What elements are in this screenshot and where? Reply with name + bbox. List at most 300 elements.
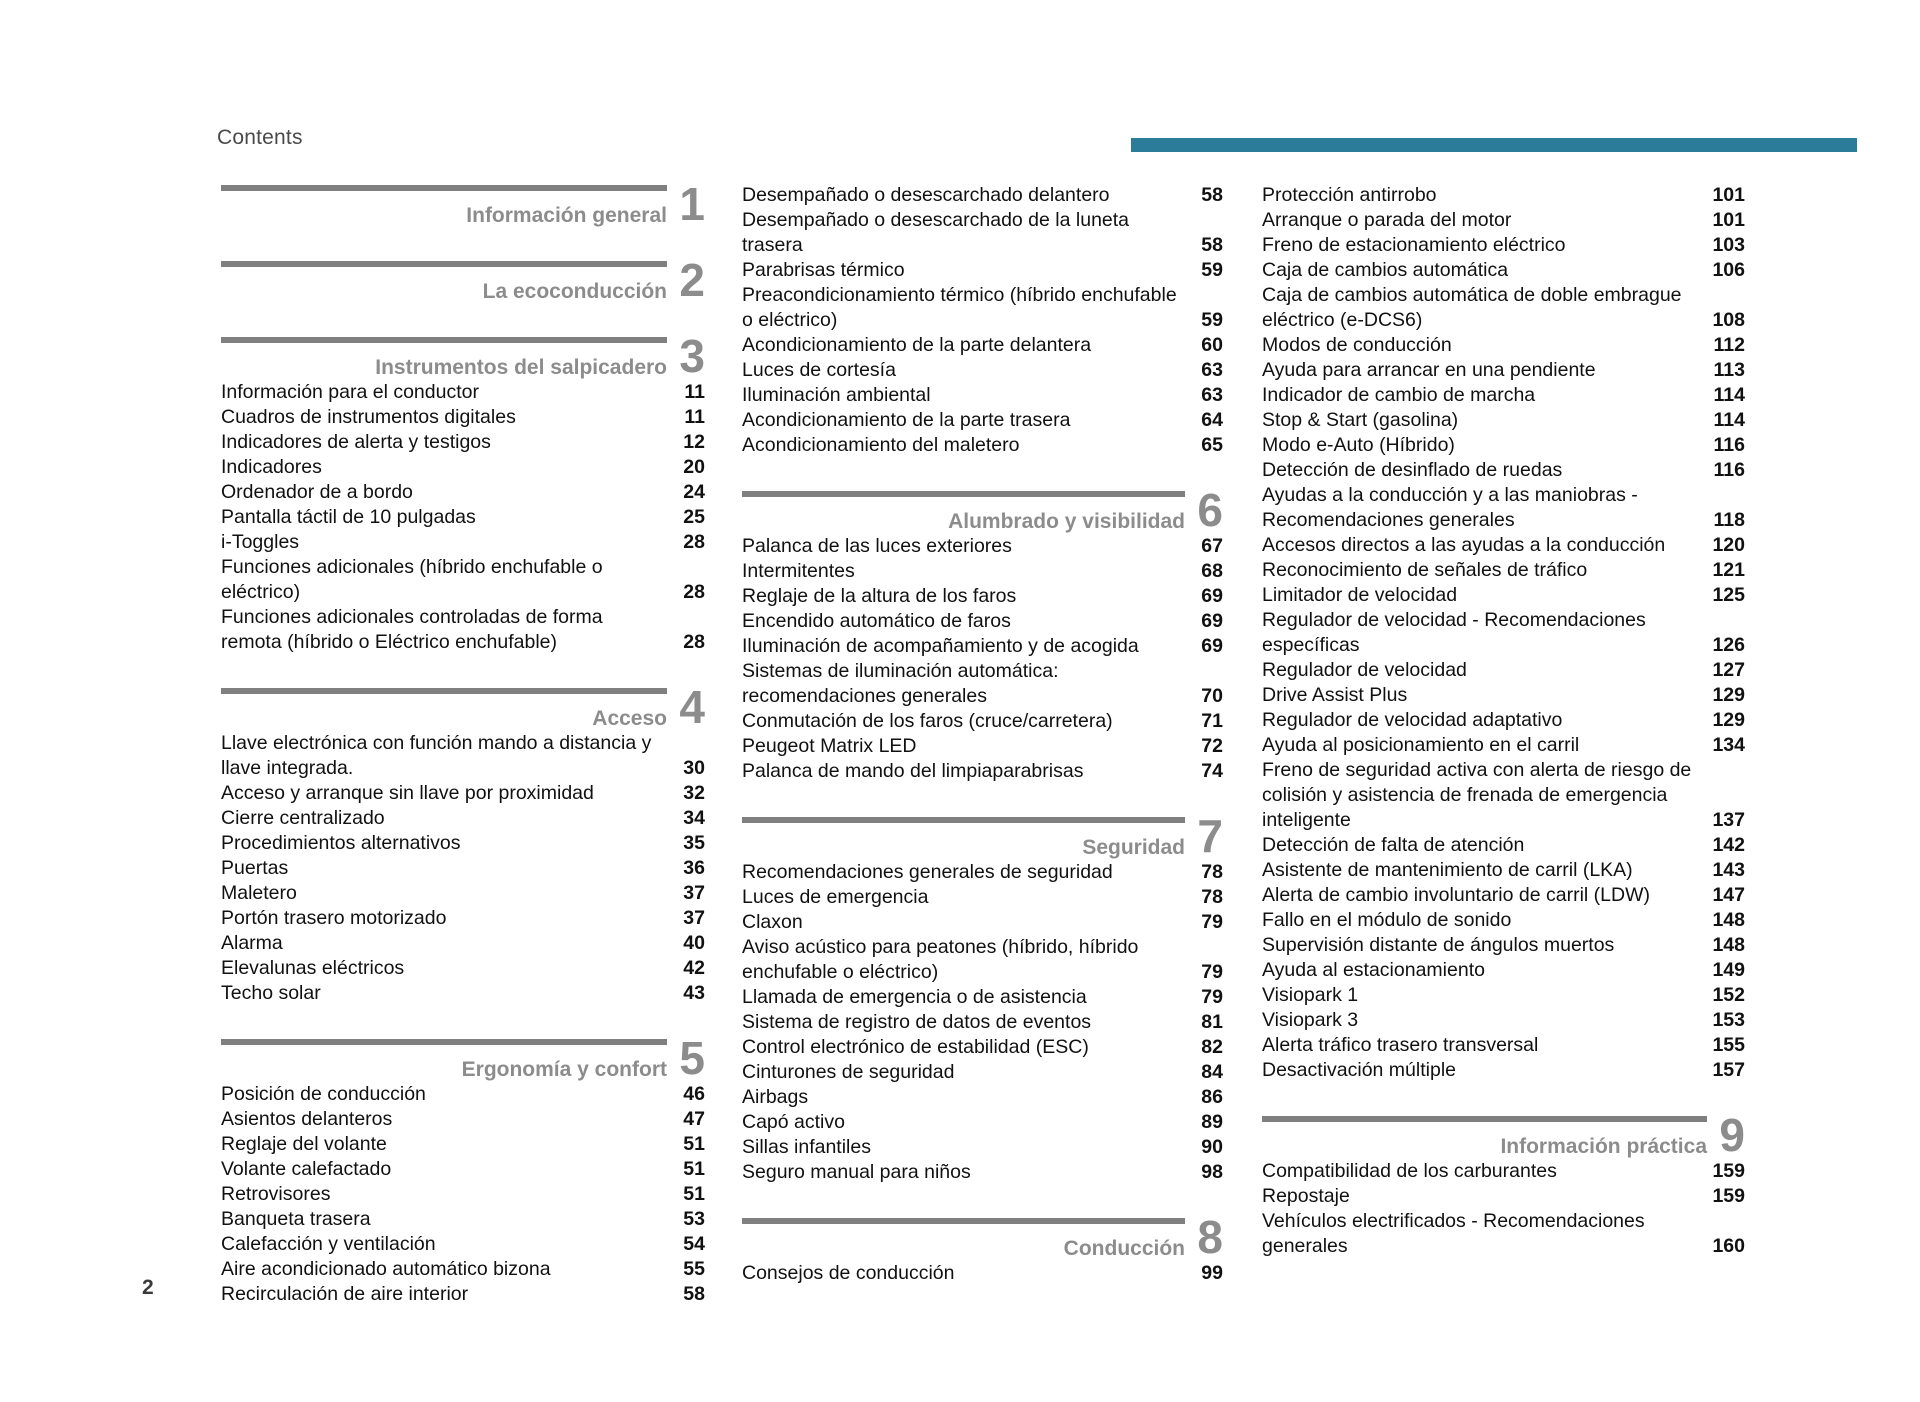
toc-entry-page: 137	[1712, 809, 1745, 831]
header-accent-bar	[1131, 138, 1857, 152]
toc-entry-page: 63	[1201, 359, 1223, 381]
section-divider	[742, 1218, 1185, 1224]
toc-entry[interactable]	[221, 405, 705, 430]
toc-entry-title: Retrovisores	[221, 1183, 331, 1205]
toc-entry[interactable]	[221, 455, 705, 480]
toc-entry-page: 46	[683, 1083, 705, 1105]
section-title: Acceso	[592, 707, 667, 730]
toc-entry-page: 99	[1201, 1262, 1223, 1284]
toc-entry-title: Ayuda al posicionamiento en el carril	[1262, 734, 1580, 756]
page-title: Contents	[217, 126, 303, 149]
toc-entry[interactable]	[742, 383, 1223, 408]
toc-entry[interactable]	[1262, 708, 1745, 733]
toc-entry-title: i-Toggles	[221, 531, 300, 553]
toc-entry-page: 28	[683, 631, 705, 653]
toc-entry-page: 68	[1201, 560, 1223, 582]
toc-entry-page: 127	[1712, 659, 1745, 681]
toc-entry-title: Funciones adicionales controladas de forma remota (híbrido o Eléctrico enchufable)	[221, 606, 603, 653]
toc-entry-title: Desactivación múltiple	[1262, 1059, 1457, 1081]
toc-entry[interactable]	[1262, 458, 1745, 483]
toc-entry[interactable]	[1262, 1159, 1745, 1184]
toc-entry-title: Detección de falta de atención	[1262, 834, 1525, 856]
toc-entry[interactable]	[1262, 983, 1745, 1008]
toc-entry-page: 79	[1201, 911, 1223, 933]
toc-entry-page: 34	[683, 807, 705, 829]
toc-entry-page: 116	[1713, 459, 1745, 481]
section-heading	[221, 254, 705, 306]
toc-entry[interactable]	[742, 1160, 1223, 1185]
toc-entry-page: 72	[1201, 735, 1223, 757]
toc-entry-title: Peugeot Matrix LED	[742, 735, 917, 757]
toc-column-1	[221, 178, 705, 1338]
toc-section	[221, 330, 705, 655]
toc-entry-page: 90	[1201, 1136, 1223, 1158]
toc-entry-page: 28	[683, 581, 705, 603]
toc-entry[interactable]	[1262, 408, 1745, 433]
toc-entry-title: Repostaje	[1262, 1185, 1350, 1207]
section-number: 1	[679, 178, 705, 230]
toc-entry-page: 59	[1201, 309, 1223, 331]
toc-entry-title: Modo e-Auto (Híbrido)	[1262, 434, 1455, 456]
toc-entry[interactable]	[742, 408, 1223, 433]
toc-entry-title: Aire acondicionado automático bizona	[221, 1258, 551, 1280]
toc-entry[interactable]	[1262, 1209, 1745, 1259]
toc-entry-page: 125	[1712, 584, 1745, 606]
toc-entry[interactable]	[1262, 608, 1745, 658]
toc-entry[interactable]	[221, 856, 705, 881]
section-divider	[221, 688, 667, 694]
toc-entry-title: Acondicionamiento del maletero	[742, 434, 1020, 456]
toc-entry-page: 143	[1712, 859, 1745, 881]
section-heading	[742, 484, 1223, 536]
toc-entry[interactable]	[1262, 683, 1745, 708]
section-title: Alumbrado y visibilidad	[948, 510, 1185, 533]
toc-entry-page: 11	[684, 381, 705, 403]
toc-entry-title: Consejos de conducción	[742, 1262, 955, 1284]
toc-entry-page: 78	[1201, 886, 1223, 908]
toc-entry-title: Compatibilidad de los carburantes	[1262, 1160, 1557, 1182]
toc-entry[interactable]	[742, 634, 1223, 659]
toc-entry-page: 59	[1201, 259, 1223, 281]
toc-section	[742, 183, 1223, 458]
toc-entry[interactable]	[1262, 208, 1745, 233]
toc-entry[interactable]	[742, 659, 1223, 709]
toc-entry-page: 74	[1201, 760, 1223, 782]
toc-entry[interactable]	[221, 931, 705, 956]
section-heading	[742, 1211, 1223, 1263]
toc-section	[1262, 1109, 1745, 1259]
toc-entry-title: Alarma	[221, 932, 283, 954]
toc-entry-title: Reglaje de la altura de los faros	[742, 585, 1017, 607]
toc-entry[interactable]	[221, 781, 705, 806]
toc-entry-title: Palanca de mando del limpiaparabrisas	[742, 760, 1084, 782]
toc-entry-title: Cuadros de instrumentos digitales	[221, 406, 516, 428]
toc-entry[interactable]	[742, 860, 1223, 885]
toc-entry-title: Ayuda para arrancar en una pendiente	[1262, 359, 1596, 381]
toc-entry[interactable]	[221, 1207, 705, 1232]
toc-entry-page: 86	[1201, 1086, 1223, 1108]
section-heading	[742, 810, 1223, 862]
section-number: 3	[679, 330, 705, 382]
toc-entry[interactable]	[221, 430, 705, 455]
toc-entry-title: Iluminación de acompañamiento y de acogida	[742, 635, 1139, 657]
toc-entry-page: 36	[683, 857, 705, 879]
toc-entry-title: Vehículos electrificados - Recomendaciones generales	[1262, 1210, 1645, 1257]
toc-entry-page: 159	[1712, 1160, 1745, 1182]
toc-section	[1262, 183, 1745, 1083]
toc-entry-title: Cinturones de seguridad	[742, 1061, 955, 1083]
section-number: 4	[679, 681, 705, 733]
toc-column-2	[742, 183, 1223, 1317]
toc-entry[interactable]	[221, 1182, 705, 1207]
toc-entry-page: 153	[1712, 1009, 1745, 1031]
toc-entry[interactable]	[221, 1107, 705, 1132]
toc-entry[interactable]	[742, 433, 1223, 458]
toc-entry-title: Banqueta trasera	[221, 1208, 371, 1230]
toc-entry-title: Airbags	[742, 1086, 809, 1108]
toc-entry-page: 112	[1713, 334, 1745, 356]
toc-entry-title: Accesos directos a las ayudas a la conducción	[1262, 534, 1666, 556]
section-divider	[221, 261, 667, 267]
toc-entry-title: Información para el conductor	[221, 381, 479, 403]
section-title: Información práctica	[1500, 1135, 1707, 1158]
toc-entry[interactable]	[742, 1135, 1223, 1160]
toc-entry[interactable]	[1262, 583, 1745, 608]
toc-entry-page: 47	[683, 1108, 705, 1130]
toc-entry[interactable]	[1262, 258, 1745, 283]
toc-entry-title: Indicadores de alerta y testigos	[221, 431, 491, 453]
section-number: 6	[1197, 484, 1223, 536]
toc-entry-page: 64	[1201, 409, 1223, 431]
toc-entry[interactable]	[742, 734, 1223, 759]
toc-entry-title: Reconocimiento de señales de tráfico	[1262, 559, 1588, 581]
toc-entry-page: 101	[1712, 184, 1745, 206]
toc-entry-page: 65	[1201, 434, 1223, 456]
toc-entry-page: 37	[683, 907, 705, 929]
toc-entry-title: Sistema de registro de datos de eventos	[742, 1011, 1092, 1033]
toc-entry-page: 51	[683, 1183, 705, 1205]
toc-entry-page: 82	[1201, 1036, 1223, 1058]
toc-entry[interactable]	[742, 333, 1223, 358]
section-divider	[221, 185, 667, 191]
toc-entry[interactable]	[221, 555, 705, 605]
toc-entry-page: 79	[1201, 961, 1223, 983]
toc-entry[interactable]	[221, 1282, 705, 1307]
toc-entry-page: 114	[1713, 384, 1745, 406]
toc-entry-title: Desempañado o desescarchado de la luneta trasera	[742, 209, 1130, 256]
toc-entry[interactable]	[221, 1257, 705, 1282]
section-heading	[221, 1032, 705, 1084]
toc-entry-title: Sillas infantiles	[742, 1136, 871, 1158]
toc-entry[interactable]	[742, 283, 1223, 333]
toc-entry[interactable]	[1262, 1033, 1745, 1058]
toc-entry[interactable]	[221, 731, 705, 781]
toc-entry-page: 101	[1712, 209, 1745, 231]
toc-entry[interactable]	[1262, 883, 1745, 908]
toc-entry-page: 71	[1201, 710, 1223, 732]
toc-entry[interactable]	[742, 1110, 1223, 1135]
section-divider	[221, 337, 667, 343]
toc-entry-title: Control electrónico de estabilidad (ESC)	[742, 1036, 1089, 1058]
toc-entry-page: 58	[1201, 234, 1223, 256]
toc-entry[interactable]	[742, 258, 1223, 283]
toc-entry[interactable]	[1262, 433, 1745, 458]
toc-entry-title: Portón trasero motorizado	[221, 907, 447, 929]
toc-section	[742, 484, 1223, 784]
toc-entry[interactable]	[1262, 758, 1745, 833]
toc-entry-title: Seguro manual para niños	[742, 1161, 971, 1183]
toc-entry[interactable]	[221, 956, 705, 981]
toc-entry[interactable]	[221, 881, 705, 906]
toc-entry[interactable]	[742, 1261, 1223, 1286]
toc-entry-page: 103	[1712, 234, 1745, 256]
section-number: 2	[679, 254, 705, 306]
toc-entry-page: 149	[1712, 959, 1745, 981]
toc-entry-page: 12	[683, 431, 705, 453]
toc-entry-title: Alerta de cambio involuntario de carril (LDW)	[1262, 884, 1650, 906]
toc-entry[interactable]	[221, 806, 705, 831]
toc-entry-title: Conmutación de los faros (cruce/carretera)	[742, 710, 1113, 732]
toc-entry-title: Llave electrónica con función mando a distancia y llave integrada.	[221, 732, 652, 779]
toc-entry[interactable]	[1262, 958, 1745, 983]
toc-entry-page: 60	[1201, 334, 1223, 356]
toc-entry[interactable]	[1262, 283, 1745, 333]
toc-entry[interactable]	[1262, 933, 1745, 958]
toc-entry-title: Protección antirrobo	[1262, 184, 1437, 206]
toc-entry-page: 69	[1201, 585, 1223, 607]
toc-entry-title: Indicador de cambio de marcha	[1262, 384, 1536, 406]
toc-entry-title: Procedimientos alternativos	[221, 832, 461, 854]
toc-entry-page: 147	[1712, 884, 1745, 906]
toc-entry[interactable]	[742, 759, 1223, 784]
toc-entry-title: Preacondicionamiento térmico (híbrido enchufable o eléctrico)	[742, 284, 1177, 331]
toc-entry[interactable]	[1262, 533, 1745, 558]
toc-entry[interactable]	[1262, 233, 1745, 258]
toc-entry-title: Calefacción y ventilación	[221, 1233, 436, 1255]
toc-entry-page: 159	[1712, 1185, 1745, 1207]
toc-entry-page: 78	[1201, 861, 1223, 883]
toc-entry-title: Aviso acústico para peatones (híbrido, híbrido enchufable o eléctrico)	[742, 936, 1139, 983]
toc-entry-title: Intermitentes	[742, 560, 855, 582]
toc-entry-page: 54	[683, 1233, 705, 1255]
toc-entry-title: Freno de seguridad activa con alerta de riesgo de colisión y asistencia de frenada de emergencia inteligente	[1262, 759, 1692, 831]
toc-entry-title: Modos de conducción	[1262, 334, 1452, 356]
toc-entry-page: 63	[1201, 384, 1223, 406]
toc-entry-title: Acondicionamiento de la parte trasera	[742, 409, 1071, 431]
toc-entry-title: Puertas	[221, 857, 289, 879]
toc-entry[interactable]	[1262, 733, 1745, 758]
toc-entry[interactable]	[221, 530, 705, 555]
toc-entry-title: Asientos delanteros	[221, 1108, 393, 1130]
toc-entry[interactable]	[742, 935, 1223, 985]
toc-entry-page: 129	[1712, 709, 1745, 731]
toc-entry[interactable]	[221, 831, 705, 856]
toc-entry-title: Posición de conducción	[221, 1083, 426, 1105]
toc-entry-page: 116	[1713, 434, 1745, 456]
toc-section	[221, 178, 705, 230]
toc-entry-title: Freno de estacionamiento eléctrico	[1262, 234, 1566, 256]
toc-entry[interactable]	[742, 1060, 1223, 1085]
section-title: Instrumentos del salpicadero	[375, 356, 667, 379]
toc-entry[interactable]	[742, 609, 1223, 634]
toc-entry-page: 121	[1712, 559, 1745, 581]
toc-entry-page: 69	[1201, 635, 1223, 657]
toc-entry-page: 58	[1201, 184, 1223, 206]
toc-entry[interactable]	[742, 183, 1223, 208]
toc-entry[interactable]	[1262, 183, 1745, 208]
section-heading	[1262, 1109, 1745, 1161]
toc-entry-title: Acondicionamiento de la parte delantera	[742, 334, 1092, 356]
toc-section	[221, 254, 705, 306]
toc-entry[interactable]	[742, 208, 1223, 258]
toc-entry-page: 28	[683, 531, 705, 553]
toc-entry-page: 42	[683, 957, 705, 979]
toc-entry-title: Supervisión distante de ángulos muertos	[1262, 934, 1615, 956]
toc-entry-title: Arranque o parada del motor	[1262, 209, 1512, 231]
toc-entry[interactable]	[221, 1232, 705, 1257]
toc-entry-page: 155	[1712, 1034, 1745, 1056]
toc-entry-title: Alerta tráfico trasero transversal	[1262, 1034, 1539, 1056]
section-title: Conducción	[1063, 1237, 1185, 1260]
toc-entry[interactable]	[742, 1010, 1223, 1035]
toc-entry[interactable]	[1262, 858, 1745, 883]
toc-entry[interactable]	[221, 605, 705, 655]
toc-entry[interactable]	[742, 910, 1223, 935]
toc-entry-page: 120	[1712, 534, 1745, 556]
toc-entry[interactable]	[742, 559, 1223, 584]
toc-entry-title: Funciones adicionales (híbrido enchufable o eléctrico)	[221, 556, 603, 603]
toc-entry[interactable]	[742, 358, 1223, 383]
section-heading	[221, 178, 705, 230]
toc-entry-title: Reglaje del volante	[221, 1133, 387, 1155]
section-heading	[221, 330, 705, 382]
toc-entry[interactable]	[742, 1035, 1223, 1060]
toc-entry[interactable]	[221, 1082, 705, 1107]
toc-entry-title: Ordenador de a bordo	[221, 481, 413, 503]
toc-entry-page: 148	[1712, 934, 1745, 956]
toc-entry-page: 58	[683, 1283, 705, 1305]
toc-entry[interactable]	[1262, 1184, 1745, 1209]
toc-entry[interactable]	[1262, 383, 1745, 408]
toc-entry-title: Luces de cortesía	[742, 359, 896, 381]
page-number: 2	[142, 1276, 154, 1299]
toc-entry-title: Indicadores	[221, 456, 322, 478]
toc-entry-title: Techo solar	[221, 982, 321, 1004]
toc-entry-page: 67	[1201, 535, 1223, 557]
toc-entry[interactable]	[1262, 333, 1745, 358]
toc-entry[interactable]	[221, 1157, 705, 1182]
toc-entry-title: Drive Assist Plus	[1262, 684, 1408, 706]
section-title: Ergonomía y confort	[461, 1058, 667, 1081]
toc-entry-title: Maletero	[221, 882, 297, 904]
toc-entry-title: Parabrisas térmico	[742, 259, 905, 281]
section-title: Información general	[466, 204, 667, 227]
toc-entry-page: 108	[1712, 309, 1745, 331]
toc-entry-page: 70	[1201, 685, 1223, 707]
toc-entry[interactable]	[742, 709, 1223, 734]
section-title: La ecoconducción	[482, 280, 667, 303]
toc-entry-page: 113	[1713, 359, 1745, 381]
toc-entry-title: Visiopark 1	[1262, 984, 1359, 1006]
toc-entry[interactable]	[221, 981, 705, 1006]
toc-entry-page: 142	[1712, 834, 1745, 856]
toc-entry-title: Palanca de las luces exteriores	[742, 535, 1012, 557]
toc-entry-title: Llamada de emergencia o de asistencia	[742, 986, 1087, 1008]
toc-entry-title: Ayudas a la conducción y a las maniobras - Recomendaciones generales	[1262, 484, 1638, 531]
toc-entry-title: Stop & Start (gasolina)	[1262, 409, 1459, 431]
toc-entry-title: Regulador de velocidad adaptativo	[1262, 709, 1563, 731]
toc-entry-page: 79	[1201, 986, 1223, 1008]
toc-entry-page: 148	[1712, 909, 1745, 931]
toc-entry[interactable]	[742, 534, 1223, 559]
toc-entry-title: Luces de emergencia	[742, 886, 929, 908]
toc-entry[interactable]	[1262, 833, 1745, 858]
toc-entry[interactable]	[221, 906, 705, 931]
toc-entry-page: 118	[1713, 509, 1745, 531]
toc-entry-title: Limitador de velocidad	[1262, 584, 1458, 606]
toc-entry-page: 126	[1712, 634, 1745, 656]
toc-entry-title: Pantalla táctil de 10 pulgadas	[221, 506, 476, 528]
toc-entry-page: 32	[683, 782, 705, 804]
toc-entry-page: 24	[683, 481, 705, 503]
toc-entry-title: Regulador de velocidad	[1262, 659, 1467, 681]
toc-section	[742, 1211, 1223, 1286]
toc-column-3	[1262, 183, 1745, 1290]
toc-entry-page: 11	[684, 406, 705, 428]
toc-entry[interactable]	[1262, 1058, 1745, 1083]
toc-entry-page: 43	[683, 982, 705, 1004]
section-divider	[742, 817, 1185, 823]
toc-entry-title: Claxon	[742, 911, 803, 933]
toc-entry-page: 81	[1201, 1011, 1223, 1033]
toc-entry-page: 69	[1201, 610, 1223, 632]
toc-entry-title: Volante calefactado	[221, 1158, 392, 1180]
toc-entry[interactable]	[1262, 1008, 1745, 1033]
section-number: 9	[1719, 1109, 1745, 1161]
toc-entry-page: 25	[683, 506, 705, 528]
toc-entry-page: 35	[683, 832, 705, 854]
section-number: 5	[679, 1032, 705, 1084]
toc-entry[interactable]	[742, 885, 1223, 910]
toc-section	[742, 810, 1223, 1185]
toc-entry[interactable]	[742, 1085, 1223, 1110]
toc-entry-page: 51	[683, 1133, 705, 1155]
toc-entry[interactable]	[1262, 358, 1745, 383]
toc-entry[interactable]	[742, 584, 1223, 609]
toc-entry-title: Fallo en el módulo de sonido	[1262, 909, 1512, 931]
toc-entry[interactable]	[1262, 658, 1745, 683]
toc-entry[interactable]	[742, 985, 1223, 1010]
toc-entry[interactable]	[1262, 908, 1745, 933]
toc-section	[221, 681, 705, 1006]
toc-entry-title: Acceso y arranque sin llave por proximidad	[221, 782, 594, 804]
toc-entry[interactable]	[221, 480, 705, 505]
section-divider	[742, 491, 1185, 497]
section-number: 8	[1197, 1211, 1223, 1263]
toc-entry-page: 55	[683, 1258, 705, 1280]
toc-entry[interactable]	[221, 505, 705, 530]
section-divider	[221, 1039, 667, 1045]
toc-entry-title: Elevalunas eléctricos	[221, 957, 405, 979]
toc-entry[interactable]	[221, 380, 705, 405]
toc-entry-page: 20	[683, 456, 705, 478]
toc-entry-title: Regulador de velocidad - Recomendaciones específicas	[1262, 609, 1646, 656]
toc-entry-title: Visiopark 3	[1262, 1009, 1359, 1031]
toc-entry[interactable]	[1262, 558, 1745, 583]
toc-entry[interactable]	[221, 1132, 705, 1157]
toc-entry-title: Caja de cambios automática de doble embrague eléctrico (e-DCS6)	[1262, 284, 1682, 331]
toc-entry[interactable]	[1262, 483, 1745, 533]
